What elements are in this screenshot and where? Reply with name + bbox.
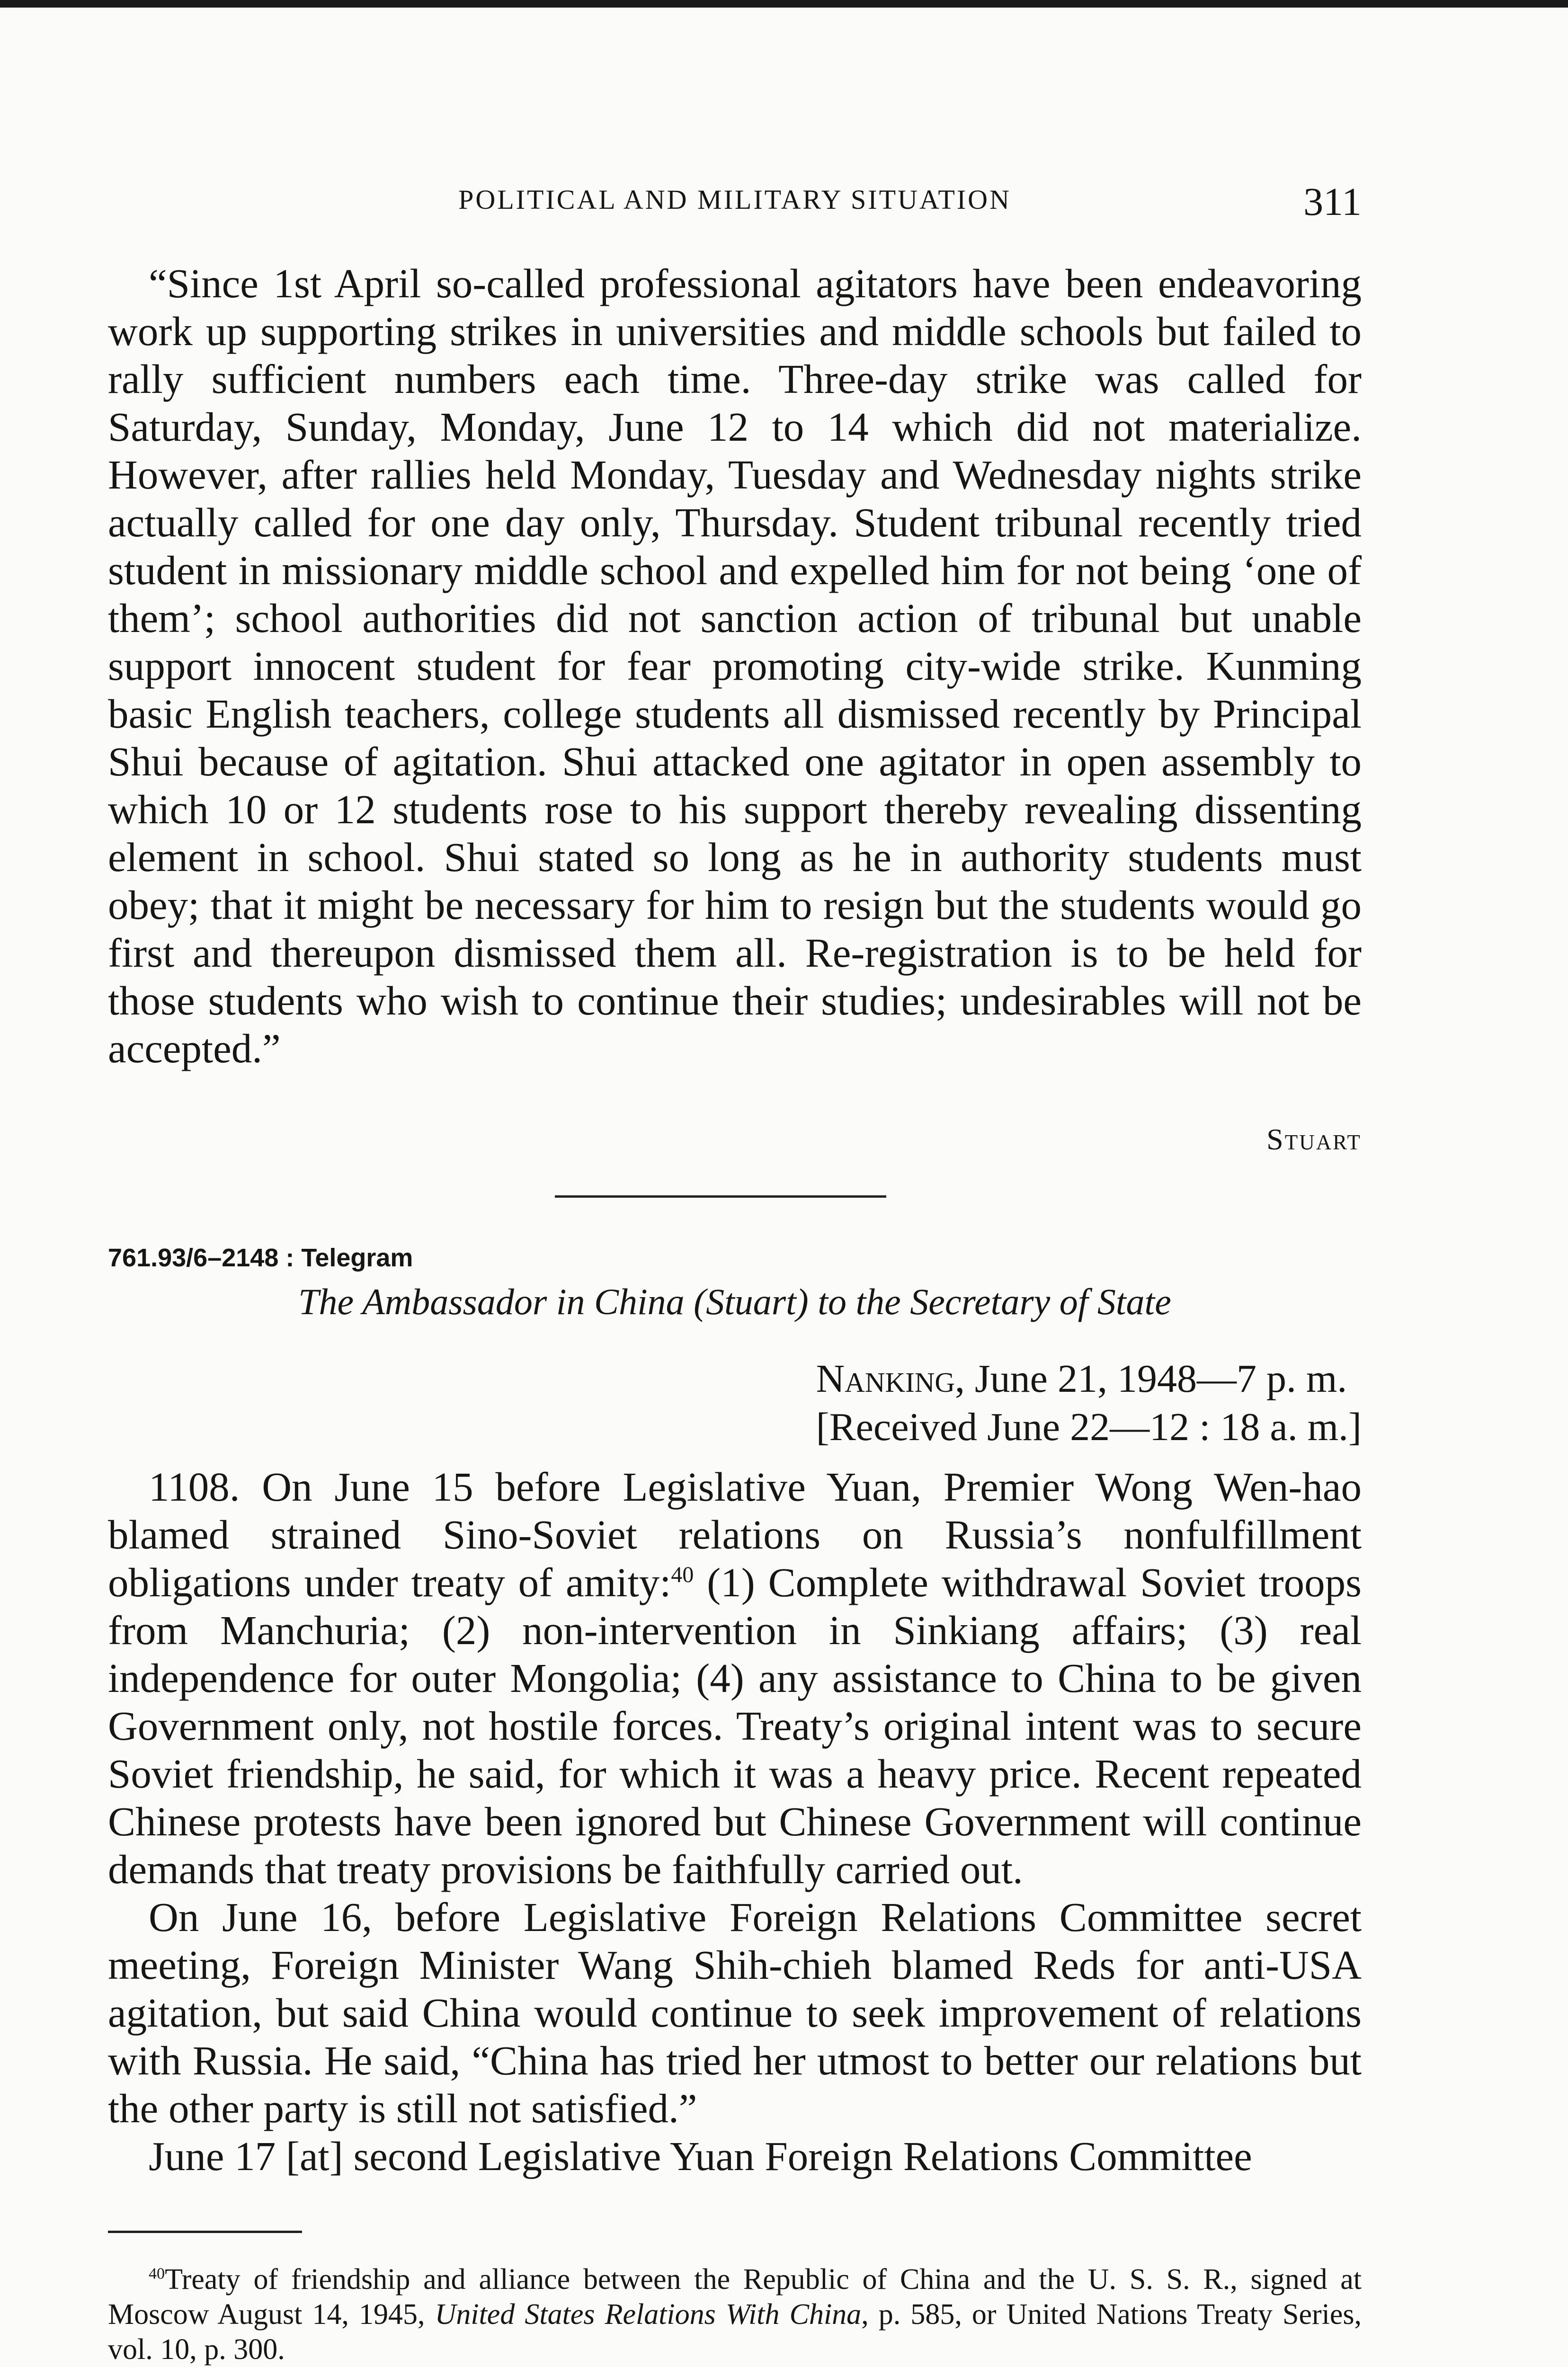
telegram-title: The Ambassador in China (Stuart) to the Secretary of State [298,1281,1171,1322]
signature: Stuart [1266,1122,1362,1156]
footnote-text-start: Treaty of friendship and alliance between the Republic of China and the U. S. S. R., signed at Moscow August 14, 1945, [108,2263,1362,2331]
para1-text-start: 1108. On June 15 before Legislative Yuan, Premier Wong Wen-hao blamed strained Sino-Soviet relations on Russia’s nonfulfillment obligations under treaty of amity: [108,1464,1362,1605]
footnote-reference[interactable]: 40 [671,1562,694,1587]
telegram-paragraph-3: June 17 [at] second Legislative Yuan Foreign Relations Committee [149,2133,1252,2179]
footnote [108,2262,1362,2367]
running-head: POLITICAL AND MILITARY SITUATION [458,184,1011,215]
para1-text-end: (1) Complete withdrawal Soviet troops from Manchuria; (2) non-intervention in Sinkiang affairs; (3) real independence for outer Mongolia; (4) any assistance to China to be given Government only, not hostile forces. Treaty’s original intent was to secure Soviet friendship, he said, for which it was a heavy price. Recent repeated Chinese protests have been ignored but Chinese Government will continue demands that treaty provisions be faithfully carried out. [108,1559,1362,1892]
top-border-rule [0,0,1568,8]
file-reference: 761.93/6–2148 : Telegram [108,1244,413,1272]
dateline-received: [Received June 22—12 : 18 a. m.] [816,1405,1362,1449]
dateline-date: , June 21, 1948—7 p. m. [954,1357,1347,1401]
footnote-italic-title: United States Relations With China [435,2298,862,2331]
telegram-body [108,1463,1362,2180]
page-header [108,179,1362,226]
quoted-report-paragraph: “Since 1st April so-called professional agitators have been endeavoring work up supporting strikes in universities and middle schools but failed to rally sufficient numbers each time. Three-day strike was called for Saturday, Sunday, Monday, June 12 to 14 which did not materialize. However, after rallies held Monday, Tuesday and Wednesday nights strike actually called for one day only, Thursday. Student tribunal recently tried student in missionary middle school and expelled him for not being ‘one of them’; school authorities did not sanction action of tribunal but unable support innocent student for fear promoting city-wide strike. Kunming basic English teachers, college students all dismissed recently by Principal Shui because of agitation. Shui attacked one agitator in open assembly to which 10 or 12 students rose to his support thereby revealing dissenting element in school. Shui stated so long as he in authority students must obey; that it might be necessary for him to resign but the students would go first and thereupon dismissed them all. Re-registration is to be held for those students who wish to continue their studies; undesirables will not be accepted.” [108,260,1362,1071]
dateline [816,1355,1362,1451]
footnote-rule [108,2231,302,2233]
telegram-paragraph-1 [108,1463,1362,1893]
footnote-number: 40 [149,2265,165,2283]
quoted-report-block [108,259,1362,1072]
telegram-paragraph-2: On June 16, before Legislative Foreign Relations Committee secret meeting, Foreign Minister Wang Shih-chieh blamed Reds for anti-USA agitation, but said China would continue to seek improvement of relations with Russia. He said, “China has tried her utmost to better our relations but the other party is still not satisfied.” [108,1894,1362,2131]
page-number: 311 [1303,180,1362,224]
dateline-sent [816,1355,1362,1403]
dateline-place: Nanking [816,1357,955,1401]
section-divider [555,1195,886,1198]
footnote-text-end: , p. 585, or United Nations Treaty Series, vol. 10, p. 300. [108,2298,1362,2366]
